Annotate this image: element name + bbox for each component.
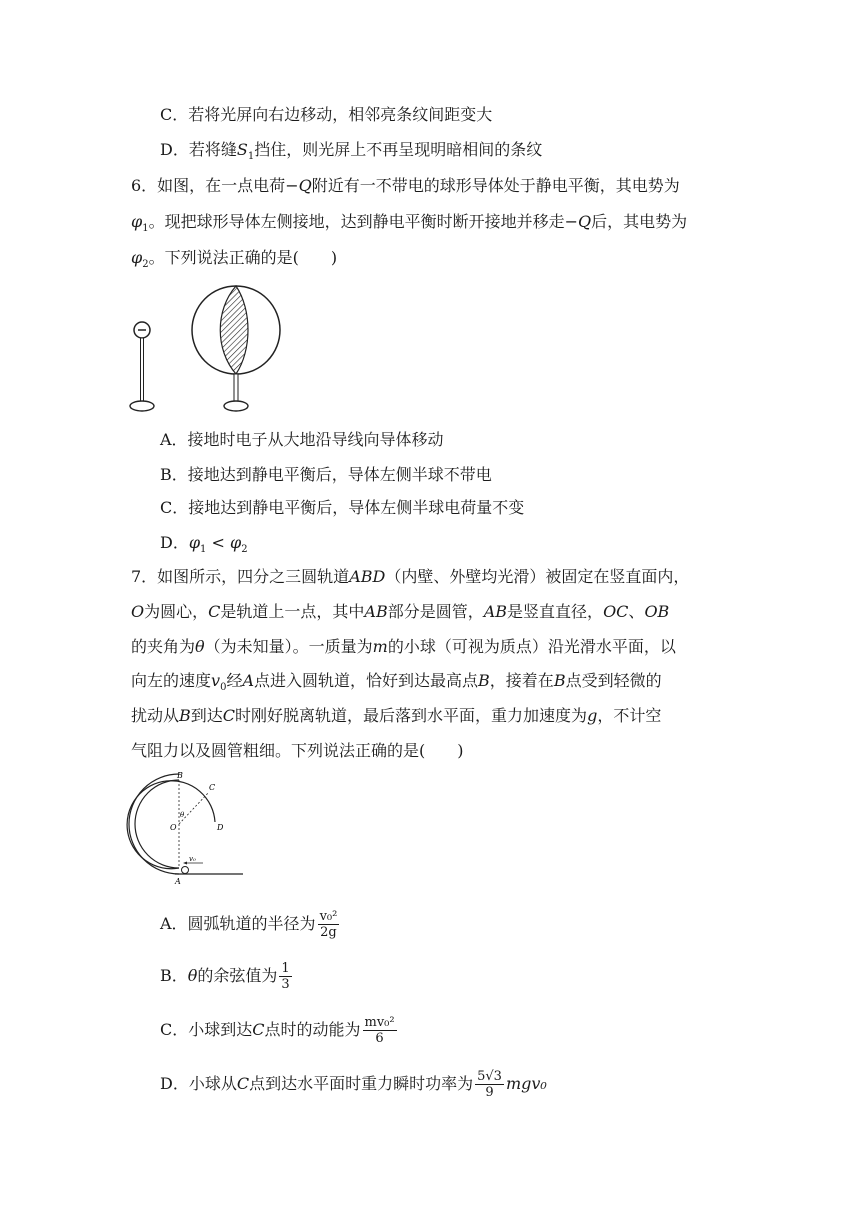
q6-stem-line2: $\varphi_1$。现把球形导体左侧接地，达到静电平衡时断开接地并移走−Q后，其电势为 — [131, 212, 688, 235]
label-v0: v₀ — [189, 855, 196, 863]
label-B: B — [177, 771, 183, 780]
label-theta: θ — [180, 811, 185, 819]
q6-figure — [120, 280, 290, 420]
q7-stem-line6: 气阻力以及圆管粗细。下列说法正确的是( ) — [131, 741, 464, 760]
q6-stem-line3: $\varphi_2$。下列说法正确的是( ) — [131, 248, 338, 271]
q6-option-b: B．接地达到静电平衡后，导体左侧半球不带电 — [160, 465, 492, 484]
sphere-conductor — [192, 286, 280, 411]
q5-option-c: C．若将光屏向右边移动，相邻亮条纹间距变大 — [160, 105, 493, 124]
q7-option-d: D．小球从C点到达水平面时重力瞬时功率为 $\frac{5√3}{9}$ mgv₀ — [160, 1069, 547, 1100]
q6-option-c: C．接地达到静电平衡后，导体左侧半球电荷量不变 — [160, 498, 525, 517]
q7-stem-line2: O为圆心，C是轨道上一点，其中AB部分是圆管，AB是竖直直径，OC、OB — [131, 602, 670, 621]
q7-option-b: B．θ的余弦值为 $\frac{1}{3}$ — [160, 961, 290, 992]
label-A: A — [175, 877, 181, 886]
label-O: O — [170, 823, 177, 832]
q6-stem-line1: 6．如图，在一点电荷−Q附近有一不带电的球形导体处于静电平衡，其电势为 — [131, 176, 680, 195]
q7-stem-line4: 向左的速度$v_0$经A点进入圆轨道，恰好到达最高点B，接着在B点受到轻微的 — [131, 671, 662, 694]
q6-option-a: A．接地时电子从大地沿导线向导体移动 — [160, 430, 444, 449]
q5-option-d: D．若将缝$S_1$挡住，则光屏上不再呈现明暗相间的条纹 — [160, 140, 543, 163]
q7-option-a: A．圆弧轨道的半径为 $\frac{\text{v₀²}}{2g}$ — [160, 909, 338, 940]
q7-option-c: C．小球到达C点时的动能为 $\frac{\text{mv₀²}}{6}$ — [160, 1015, 395, 1046]
point-charge-stand — [130, 322, 154, 411]
q6-option-d: D．$\varphi_1 < \varphi_2$ — [160, 533, 248, 556]
q7-figure — [125, 770, 245, 888]
label-D: D — [217, 823, 224, 832]
q7-stem-line1: 7．如图所示，四分之三圆轨道ABD（内壁、外壁均光滑）被固定在竖直面内， — [131, 567, 690, 586]
label-C: C — [209, 783, 216, 792]
q7-stem-line3: 的夹角为θ（为未知量）。一质量为m的小球（可视为质点）沿光滑水平面，以 — [131, 637, 676, 656]
q7-stem-line5: 扰动从B到达C时刚好脱离轨道，最后落到水平面，重力加速度为g，不计空 — [131, 706, 662, 725]
